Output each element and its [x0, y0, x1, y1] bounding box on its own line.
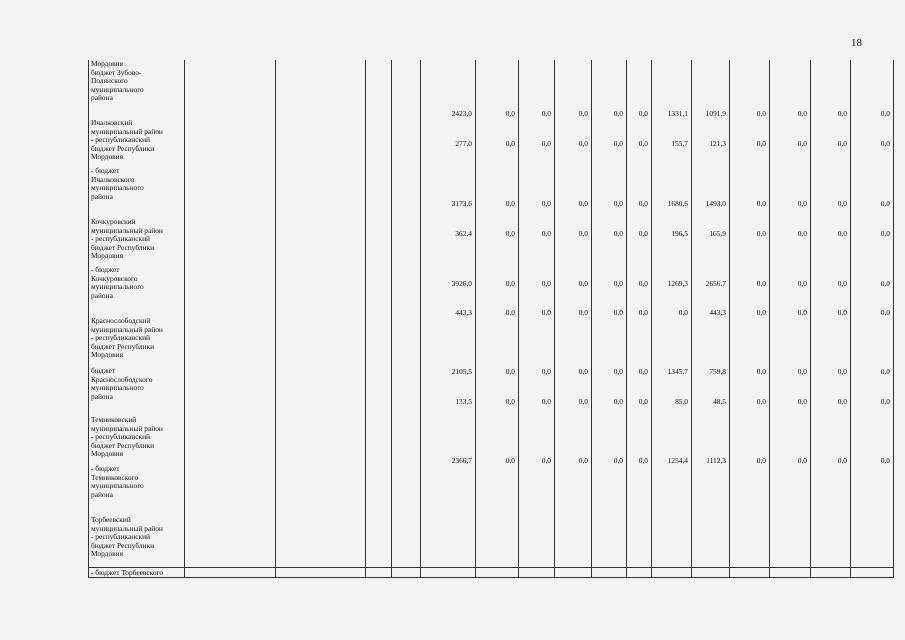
value-cell: 0,0	[880, 308, 890, 317]
value-cell: 0,0	[797, 397, 807, 406]
value-cell: 0,0	[541, 308, 551, 317]
empty-cell	[692, 568, 730, 578]
value-cell: 0,0	[638, 456, 648, 465]
value-cell: 1112,3	[706, 456, 726, 465]
empty-column	[392, 60, 421, 568]
value-cell: 0,0	[797, 199, 807, 208]
value-cell: 0,0	[797, 229, 807, 238]
value-cell: 0,0	[837, 139, 847, 148]
value-cell: 0,0	[578, 367, 588, 376]
value-cell: 0,0	[837, 199, 847, 208]
value-cell: 0,0	[505, 109, 515, 118]
value-cell: 0,0	[578, 456, 588, 465]
value-cell: 0,0	[880, 109, 890, 118]
value-cell: 0,0	[837, 456, 847, 465]
recipient-label: Ичалковский муниципальный район - республиканский бюджет Республики Мордовия	[91, 118, 163, 162]
empty-cell	[276, 568, 366, 578]
value-column	[652, 60, 692, 568]
empty-cell	[592, 568, 627, 578]
value-cell: 0,0	[756, 279, 766, 288]
value-cell: 0,0	[756, 308, 766, 317]
recipient-label: Кочкуровский муниципальный район - республиканский бюджет Республики Мордовия	[91, 217, 163, 261]
value-cell: 1331,1	[667, 109, 688, 118]
value-column	[692, 60, 730, 568]
table-body-row	[89, 60, 894, 568]
value-column	[770, 60, 811, 568]
value-cell: 0,0	[541, 367, 551, 376]
value-cell: 0,0	[541, 109, 551, 118]
empty-cell	[366, 568, 392, 578]
value-cell: 85,0	[675, 397, 688, 406]
value-cell: 133,5	[455, 397, 472, 406]
value-cell: 0,0	[880, 139, 890, 148]
recipient-label: Краснослободский муниципальный район - республиканский бюджет Республики Мордовия	[91, 316, 163, 360]
value-cell: 0,0	[578, 229, 588, 238]
value-column	[811, 60, 851, 568]
value-cell: 0,0	[880, 397, 890, 406]
empty-cell	[519, 568, 555, 578]
empty-column	[185, 60, 276, 568]
value-cell: 0,0	[837, 279, 847, 288]
value-cell: 0,0	[756, 229, 766, 238]
bottom-label: - бюджет Торбеевского	[89, 568, 185, 578]
value-cell: 0,0	[837, 308, 847, 317]
value-column	[476, 60, 519, 568]
value-cell: 0,0	[578, 139, 588, 148]
value-cell: 0,0	[613, 109, 623, 118]
value-cell: 0,0	[880, 367, 890, 376]
page-number: 18	[851, 37, 862, 49]
value-cell: 0,0	[613, 456, 623, 465]
value-cell: 121,3	[709, 139, 726, 148]
recipient-label: Мордовия бюджет Зубово- Полянского муниципального района	[91, 60, 144, 103]
value-cell: 443,3	[455, 308, 472, 317]
value-cell: 0,0	[638, 199, 648, 208]
value-cell: 0,0	[578, 199, 588, 208]
value-cell: 0,0	[541, 199, 551, 208]
value-cell: 0,0	[797, 109, 807, 118]
value-cell: 759,8	[709, 367, 726, 376]
value-cell: 0,0	[638, 139, 648, 148]
value-cell: 0,0	[756, 456, 766, 465]
value-cell: 0,0	[797, 456, 807, 465]
value-cell: 0,0	[880, 279, 890, 288]
value-cell: 0,0	[880, 199, 890, 208]
value-cell: 0,0	[613, 308, 623, 317]
value-cell: 196,5	[671, 229, 688, 238]
recipient-label: Торбеевский муниципальный район - республиканский бюджет Республики Мордовия	[91, 515, 163, 559]
value-column	[555, 60, 592, 568]
value-cell: 277,0	[455, 139, 472, 148]
value-cell: 0,0	[613, 199, 623, 208]
value-cell: 1254,4	[667, 456, 688, 465]
value-cell: 0,0	[756, 367, 766, 376]
value-column	[627, 60, 652, 568]
value-cell: 443,3	[709, 308, 726, 317]
value-cell: 0,0	[541, 279, 551, 288]
value-cell: 1091,9	[705, 109, 726, 118]
empty-cell	[392, 568, 421, 578]
value-cell: 0,0	[837, 397, 847, 406]
empty-cell	[770, 568, 811, 578]
empty-cell	[811, 568, 851, 578]
empty-cell	[555, 568, 592, 578]
value-cell: 0,0	[613, 279, 623, 288]
value-cell: 1345,7	[667, 367, 688, 376]
empty-cell	[476, 568, 519, 578]
value-cell: 0,0	[837, 109, 847, 118]
value-cell: 2366,7	[451, 456, 472, 465]
empty-column	[276, 60, 366, 568]
value-cell: 0,0	[505, 229, 515, 238]
value-column	[851, 60, 894, 568]
recipient-label: - бюджет Ичалковского муниципального района	[91, 166, 144, 201]
value-cell: 0,0	[797, 367, 807, 376]
value-cell: 1269,3	[667, 279, 688, 288]
recipient-column	[89, 60, 185, 568]
value-cell: 0,0	[880, 229, 890, 238]
value-cell: 0,0	[638, 397, 648, 406]
value-cell: 165,9	[709, 229, 726, 238]
empty-cell	[851, 568, 894, 578]
value-cell: 0,0	[797, 308, 807, 317]
value-cell: 0,0	[797, 139, 807, 148]
value-column-total	[421, 60, 476, 568]
value-cell: 0,0	[756, 109, 766, 118]
value-cell: 362,4	[455, 229, 472, 238]
value-cell: 0,0	[505, 308, 515, 317]
value-cell: 0,0	[638, 109, 648, 118]
value-cell: 0,0	[756, 397, 766, 406]
value-cell: 48,5	[713, 397, 726, 406]
value-cell: 0,0	[578, 109, 588, 118]
value-cell: 1493,0	[705, 199, 726, 208]
recipient-label: Темниковский муниципальный район - республиканский бюджет Республики Мордовия	[91, 415, 163, 459]
value-cell: 0,0	[541, 229, 551, 238]
value-cell: 0,0	[505, 397, 515, 406]
empty-cell	[185, 568, 276, 578]
empty-cell	[652, 568, 692, 578]
value-cell: 0,0	[613, 367, 623, 376]
value-cell: 0,0	[578, 279, 588, 288]
value-cell: 0,0	[613, 397, 623, 406]
value-cell: 0,0	[578, 397, 588, 406]
value-cell: 0,0	[756, 199, 766, 208]
value-cell: 0,0	[756, 139, 766, 148]
value-cell: 1680,6	[667, 199, 688, 208]
value-cell: 0,0	[505, 279, 515, 288]
value-column	[730, 60, 770, 568]
recipient-label: бюджет Краснослободского муниципального района	[91, 366, 153, 401]
value-cell: 0,0	[638, 367, 648, 376]
empty-column	[366, 60, 392, 568]
value-cell: 2423,0	[451, 109, 472, 118]
value-cell: 2105,5	[451, 367, 472, 376]
value-cell: 0,0	[541, 397, 551, 406]
value-cell: 0,0	[505, 456, 515, 465]
recipient-label: - бюджет Темниковского муниципального района	[91, 464, 144, 499]
empty-cell	[421, 568, 476, 578]
value-cell: 0,0	[541, 139, 551, 148]
empty-cell	[730, 568, 770, 578]
value-cell: 0,0	[613, 229, 623, 238]
value-cell: 0,0	[578, 308, 588, 317]
value-cell: 0,0	[505, 199, 515, 208]
value-cell: 3926,0	[451, 279, 472, 288]
value-cell: 0,0	[638, 308, 648, 317]
value-cell: 155,7	[671, 139, 688, 148]
value-cell: 0,0	[837, 229, 847, 238]
value-cell: 0,0	[797, 279, 807, 288]
value-cell: 0,0	[638, 279, 648, 288]
value-cell: 2656,7	[705, 279, 726, 288]
value-cell: 0,0	[638, 229, 648, 238]
value-column	[592, 60, 627, 568]
table-bottom-row	[89, 568, 894, 578]
value-cell: 0,0	[505, 139, 515, 148]
value-column	[519, 60, 555, 568]
value-cell: 0,0	[613, 139, 623, 148]
value-cell: 0,0	[541, 456, 551, 465]
recipient-label: - бюджет Кочкуровского муниципального района	[91, 265, 144, 300]
value-cell: 0,0	[837, 367, 847, 376]
budget-table	[88, 60, 894, 578]
value-cell: 0,0	[678, 308, 688, 317]
value-cell: 3173,6	[451, 199, 472, 208]
value-cell: 0,0	[880, 456, 890, 465]
value-cell: 0,0	[505, 367, 515, 376]
empty-cell	[627, 568, 652, 578]
